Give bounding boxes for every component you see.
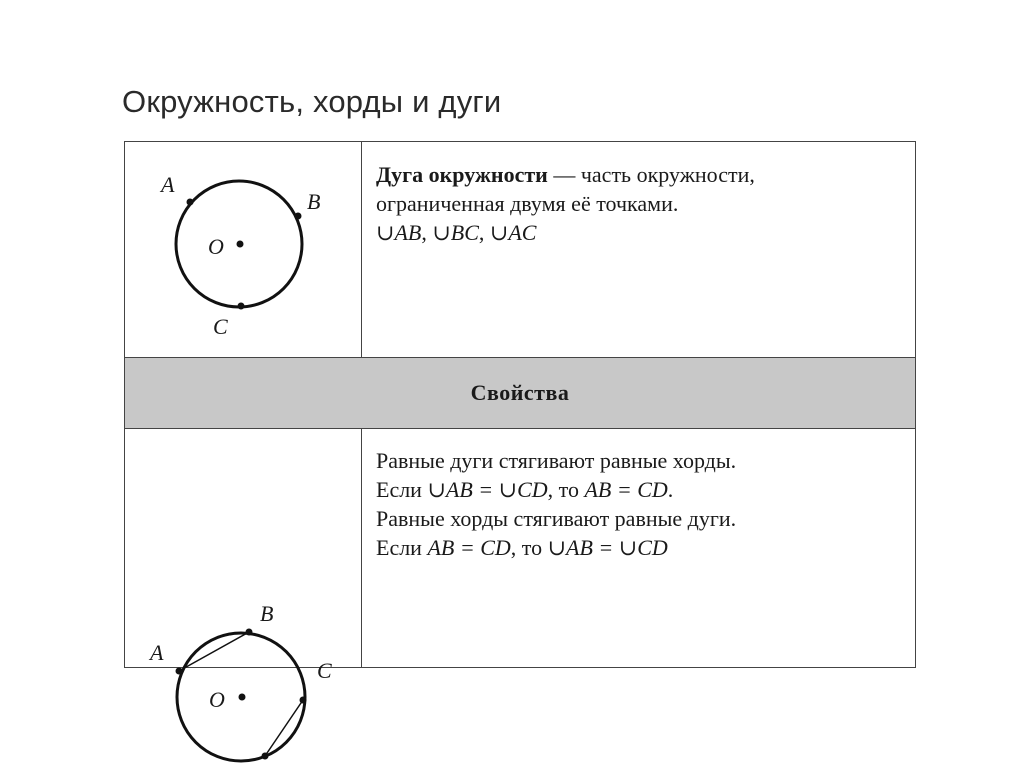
point-a	[187, 199, 194, 206]
point-c	[238, 303, 245, 310]
point-o	[239, 694, 246, 701]
theory-table	[124, 141, 916, 712]
figure-arcs-cell	[125, 142, 362, 357]
property-line4: Если AB = CD, то ∪AB = ∪CD	[376, 535, 668, 560]
point-a	[176, 668, 183, 675]
point-c	[300, 697, 307, 704]
definition-text	[376, 160, 755, 247]
circle-chords-figure	[125, 429, 361, 712]
point-b	[295, 213, 302, 220]
page-title: Окружность, хорды и дуги	[122, 84, 502, 119]
point-o	[237, 241, 244, 248]
definition-rest: — часть окружности,	[547, 162, 755, 187]
properties-header-row	[125, 357, 915, 429]
definition-term: Дуга окружности	[376, 162, 548, 187]
definition-line2: ограниченная двумя её точками.	[376, 191, 679, 216]
arc-notation-list: ∪AB, ∪BC, ∪AC	[376, 220, 537, 245]
label-c: C	[213, 314, 228, 339]
properties-row	[125, 429, 915, 712]
definition-text-cell	[362, 142, 915, 357]
label-c: C	[317, 658, 332, 683]
label-b: B	[260, 601, 274, 626]
label-a: A	[150, 640, 164, 665]
label-a: A	[161, 172, 175, 197]
point-d	[262, 753, 269, 760]
properties-header: Свойства	[470, 380, 570, 405]
point-b	[246, 629, 253, 636]
properties-text	[376, 446, 736, 562]
property-line2: Если ∪AB = ∪CD, то AB = CD.	[376, 477, 674, 502]
figure-chords-cell	[125, 429, 362, 712]
label-o: O	[209, 687, 225, 712]
definition-row	[125, 142, 915, 357]
circle-arcs-figure	[125, 142, 361, 357]
property-line1: Равные дуги стягивают равные хорды.	[376, 448, 737, 473]
label-b: B	[307, 189, 321, 214]
label-o: O	[208, 234, 224, 259]
property-line3: Равные хорды стягивают равные дуги.	[376, 506, 737, 531]
properties-text-cell	[362, 429, 915, 667]
